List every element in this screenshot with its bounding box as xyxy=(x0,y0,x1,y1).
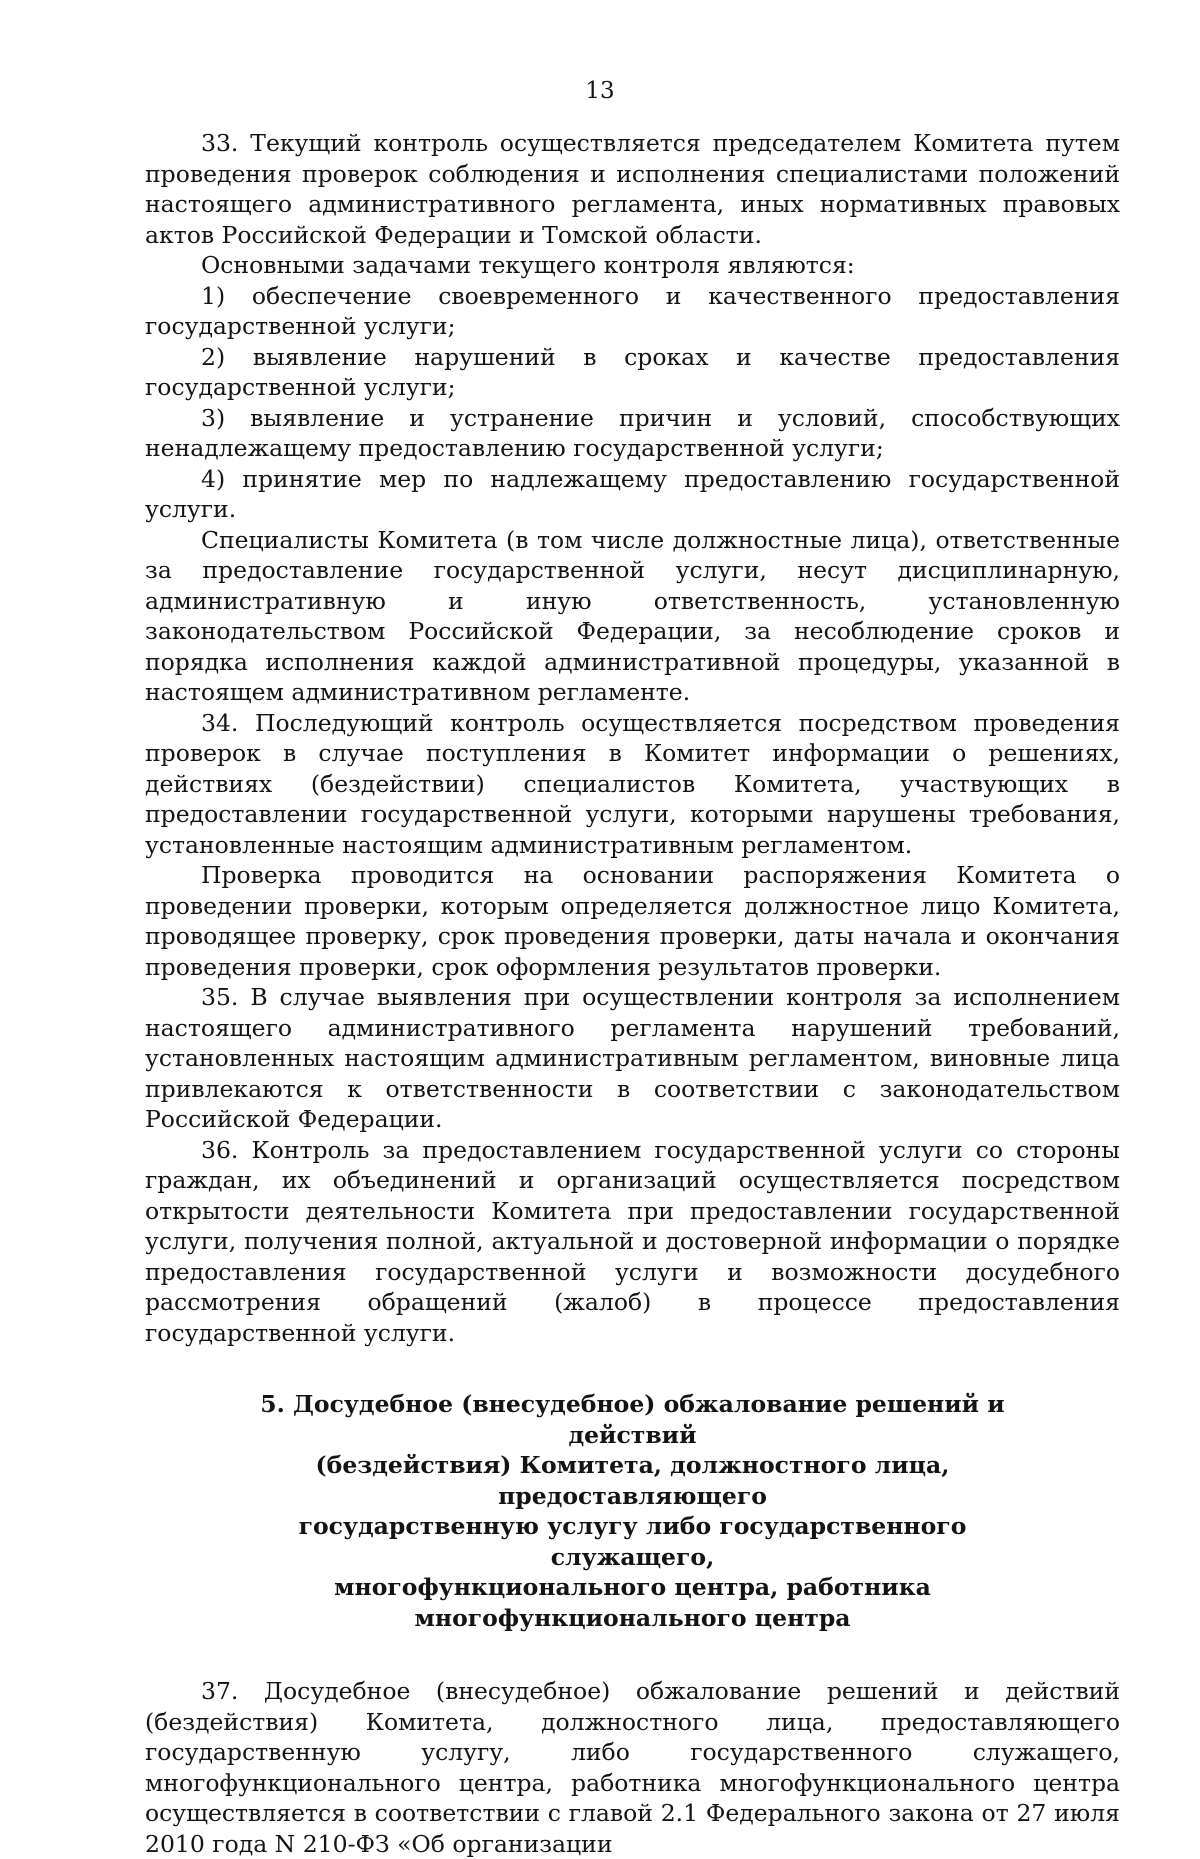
paragraph-33: 33. Текущий контроль осуществляется председателем Комитета путем проведения проверок соблюдения и исполнения специалистами положений настоящего административного регламента, иных нормативных правовых актов Российской Федерации и Томской области. xyxy=(145,129,1120,249)
list-item-3: 3) выявление и устранение причин и условий, способствующих ненадлежащему предоставлению государственной услуги; xyxy=(145,403,1120,462)
list-item-1: 1) обеспечение своевременного и качественного предоставления государственной услуги; xyxy=(145,281,1120,340)
section-heading-line: 5. Досудебное (внесудебное) обжалование решений и действий xyxy=(260,1390,1005,1449)
section-heading-line: многофункционального центра xyxy=(414,1603,851,1632)
section-heading-line: (бездействия) Комитета, должностного лица, предоставляющего xyxy=(315,1451,950,1510)
paragraph-tasks-intro: Основными задачами текущего контроля являются: xyxy=(201,251,855,279)
section-heading-line: многофункционального центра, работника xyxy=(334,1573,931,1601)
paragraph-35: 35. В случае выявления при осуществлении контроля за исполнением настоящего административного регламента нарушений требований, установленных настоящим административным регламентом, виновные лица привлекаются к ответственности в соответствии с законодательством Российской Федерации. xyxy=(145,983,1120,1133)
paragraph-responsibility: Специалисты Комитета (в том числе должностные лица), ответственные за предоставление государственной услуги, несут дисциплинарную, административную и иную ответственность, установленную законодательством Российской Федерации, за несоблюдение сроков и порядка исполнения каждой административной процедуры, указанной в настоящем административном регламенте. xyxy=(145,525,1120,706)
paragraph-36: 36. Контроль за предоставлением государственной услуги со стороны граждан, их объединений и организаций осуществляется посредством открытости деятельности Комитета при предоставлении государственной услуги, получения полной, актуальной и достоверной информации о порядке предоставления государственной услуги и возможности досудебного рассмотрения обращений (жалоб) в процессе предоставления государственной услуги. xyxy=(145,1135,1120,1347)
document-body xyxy=(145,128,1120,1859)
paragraph-37: 37. Досудебное (внесудебное) обжалование решений и действий (бездействия) Комитета, должностного лица, предоставляющего государственную услугу, либо государственного служащего, многофункционального центра, работника многофункционального центра осуществляется в соответствии с главой 2.1 Федерального закона от 27 июля 2010 года N 210-ФЗ «Об организации xyxy=(145,1677,1120,1858)
paragraph-34: 34. Последующий контроль осуществляется посредством проведения проверок в случае поступления в Комитет информации о решениях, действиях (бездействии) специалистов Комитета, участвующих в предоставлении государственной услуги, которыми нарушены требования, установленные настоящим административным регламентом. xyxy=(145,708,1120,859)
list-item-4: 4) принятие мер по надлежащему предоставлению государственной услуги. xyxy=(145,464,1120,523)
section-heading-line: государственную услугу либо государственного служащего, xyxy=(298,1512,967,1571)
section-5-heading xyxy=(145,1389,1120,1633)
page-number: 13 xyxy=(585,78,615,104)
list-item-2: 2) выявление нарушений в сроках и качестве предоставления государственной услуги; xyxy=(145,342,1120,401)
paragraph-inspection: Проверка проводится на основании распоряжения Комитета о проведении проверки, которым определяется должностное лицо Комитета, проводящее проверку, срок проведения проверки, даты начала и окончания проведения проверки, срок оформления результатов проверки. xyxy=(145,861,1120,981)
